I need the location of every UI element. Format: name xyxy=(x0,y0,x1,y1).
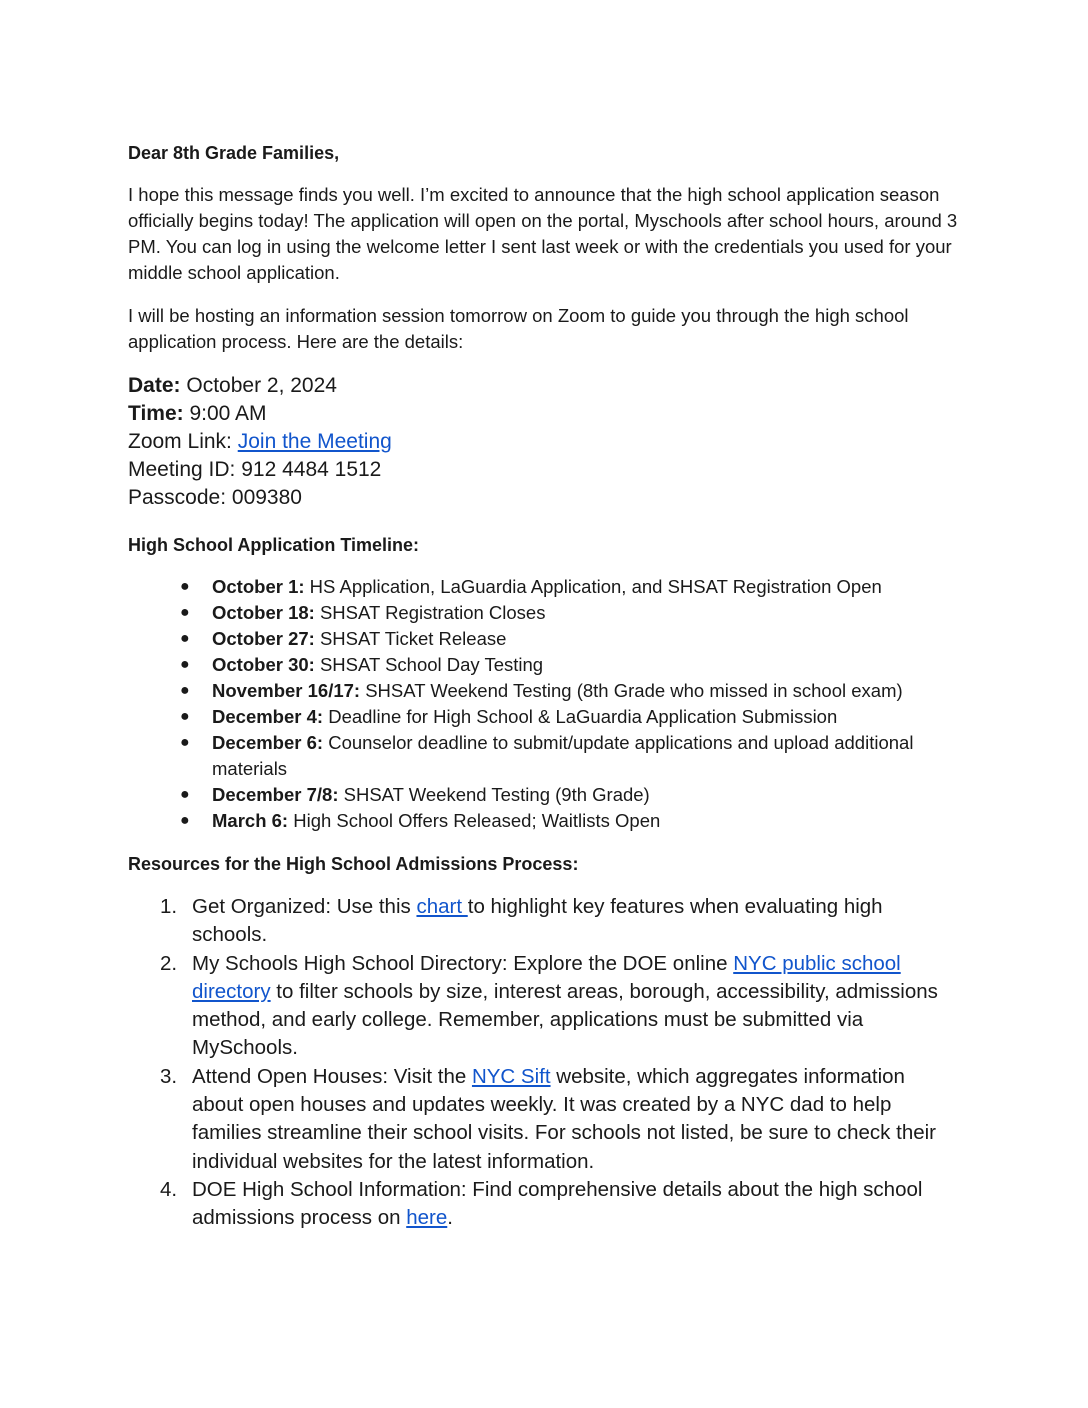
greeting: Dear 8th Grade Families, xyxy=(128,143,340,163)
timeline-item xyxy=(128,808,958,834)
timeline-date: March 6: xyxy=(212,810,289,831)
intro-paragraph: I hope this message finds you well. I’m excited to announce that the high school application season officially begins today! The application will open on the portal, Myschools after school hours, around 3 PM. You can log in using the welcome letter I sent last week or with the credentials you used for your middle school application. xyxy=(128,184,958,283)
date-row xyxy=(128,372,958,400)
bullet-icon: ● xyxy=(180,630,190,647)
resource-item xyxy=(128,893,958,950)
bullet-icon: ● xyxy=(180,578,190,595)
resource-item xyxy=(128,950,958,1063)
timeline-text: SHSAT Weekend Testing (9th Grade) xyxy=(343,784,650,805)
resource-link[interactable]: here xyxy=(406,1206,448,1230)
resource-item xyxy=(128,1176,958,1233)
date-label: Date: xyxy=(128,374,181,397)
timeline-date: October 30: xyxy=(212,654,315,675)
resource-number: 3. xyxy=(160,1064,178,1088)
timeline-text: High School Offers Released; Waitlists Open xyxy=(293,810,661,831)
resource-number: 1. xyxy=(160,895,178,918)
resource-link[interactable]: NYC Sift xyxy=(471,1064,551,1088)
resource-text: Get Organized: Use this xyxy=(192,895,417,918)
resource-text-after: . xyxy=(447,1206,453,1230)
zoom-label: Zoom Link: xyxy=(128,430,232,453)
bullet-icon: ● xyxy=(180,604,190,621)
timeline-item xyxy=(128,574,958,600)
resource-link[interactable]: chart xyxy=(416,895,468,918)
timeline-date: October 18: xyxy=(212,602,315,623)
resource-text: My Schools High School Directory: Explore the DOE online xyxy=(192,951,734,975)
bullet-icon: ● xyxy=(180,812,190,829)
timeline-item xyxy=(128,730,958,782)
timeline-date: December 6: xyxy=(212,732,324,753)
date-value: October 2, 2024 xyxy=(186,374,337,397)
resources-title: Resources for the High School Admissions Process: xyxy=(128,854,579,874)
timeline-text: Deadline for High School & LaGuardia Application Submission xyxy=(328,706,838,727)
resource-item xyxy=(128,1063,958,1176)
timeline-item xyxy=(128,652,958,678)
letter-document xyxy=(128,140,958,1233)
timeline-item xyxy=(128,782,958,808)
timeline-date: November 16/17: xyxy=(212,680,361,701)
time-row xyxy=(128,400,958,428)
timeline-item xyxy=(128,678,958,704)
timeline-item xyxy=(128,704,958,730)
resource-number: 4. xyxy=(160,1177,178,1201)
time-label: Time: xyxy=(128,402,184,425)
timeline-title: High School Application Timeline: xyxy=(128,535,420,555)
timeline-date: December 7/8: xyxy=(212,784,339,805)
meeting-details xyxy=(128,372,958,512)
bullet-icon: ● xyxy=(180,708,190,725)
bullet-icon: ● xyxy=(180,734,190,751)
resource-text: DOE High School Information: Find comprehensive details about the high school admissions process on xyxy=(192,1177,923,1230)
resource-text-after: to highlight key features when evaluating high schools. xyxy=(192,895,883,947)
time-value: 9:00 AM xyxy=(189,402,267,425)
resource-text-after: website, which aggregates information about open houses and updates weekly. It was created by a NYC dad to help families streamline their school visits. For schools not listed, be sure to check their individual websites for the latest information. xyxy=(192,1064,936,1173)
timeline-text: SHSAT Ticket Release xyxy=(319,628,507,649)
timeline-text: SHSAT Registration Closes xyxy=(319,602,546,623)
zoom-row xyxy=(128,428,958,456)
session-paragraph: I will be hosting an information session tomorrow on Zoom to guide you through the high school application process. Here are the details: xyxy=(128,305,909,352)
bullet-icon: ● xyxy=(180,786,190,803)
passcode: Passcode: 009380 xyxy=(128,486,302,509)
bullet-icon: ● xyxy=(180,656,190,673)
timeline-list xyxy=(128,574,958,834)
timeline-date: October 27: xyxy=(212,628,315,649)
resource-text-after: to filter schools by size, interest areas, borough, accessibility, admissions method, and early college. Remember, applications must be submitted via MySchools. xyxy=(192,979,938,1060)
timeline-date: December 4: xyxy=(212,706,324,727)
timeline-text: HS Application, LaGuardia Application, and SHSAT Registration Open xyxy=(309,576,882,597)
timeline-item xyxy=(128,600,958,626)
resource-link[interactable]: NYC public school directory xyxy=(192,951,901,1003)
zoom-meeting-link[interactable]: Join the Meeting xyxy=(237,430,392,453)
resources-list xyxy=(128,893,958,1233)
timeline-date: October 1: xyxy=(212,576,305,597)
bullet-icon: ● xyxy=(180,682,190,699)
timeline-text: Counselor deadline to submit/update applications and upload additional materials xyxy=(212,732,914,779)
timeline-text: SHSAT School Day Testing xyxy=(319,654,544,675)
meeting-id: Meeting ID: 912 4484 1512 xyxy=(128,458,382,481)
timeline-item xyxy=(128,626,958,652)
resource-text: Attend Open Houses: Visit the xyxy=(192,1064,472,1088)
timeline-text: SHSAT Weekend Testing (8th Grade who missed in school exam) xyxy=(365,680,903,701)
resource-number: 2. xyxy=(160,951,178,975)
